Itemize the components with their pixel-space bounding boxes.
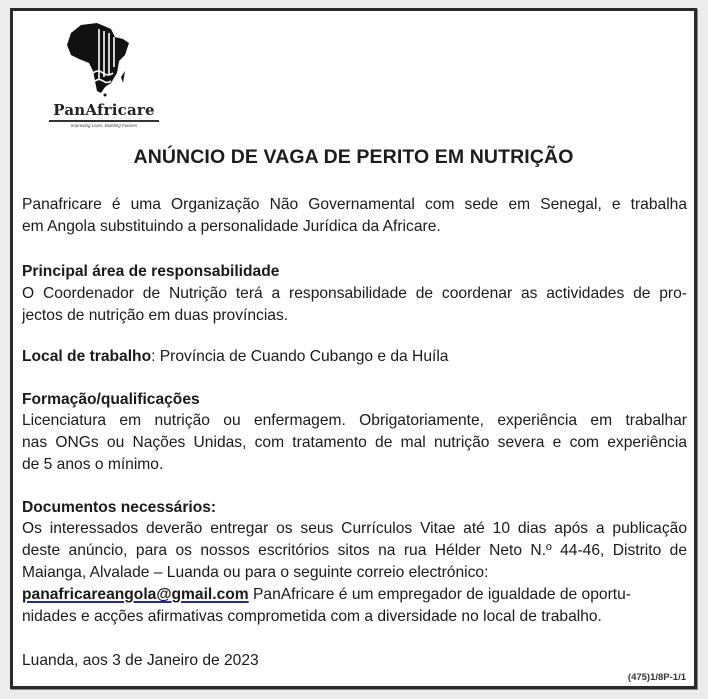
logo-name: PanAfricare xyxy=(49,101,159,122)
documents-text: PanAfricare é um empregador de igualdade de oportu- xyxy=(248,586,631,603)
qualifications-line: Licenciatura em nutrição ou enfermagem. Obrigatoriamente, experiência em trabalhar xyxy=(22,412,687,429)
intro-line: Panafricare é uma Organização Não Governamental com sede em Senegal, e trabalha xyxy=(22,196,687,213)
workplace-label: Local de trabalho xyxy=(22,348,152,365)
responsibility-line: jectos de nutrição em duas províncias. xyxy=(22,307,289,324)
documents-line: Maianga, Alvalade – Luanda ou para o seguinte correio electrónico: xyxy=(22,564,489,581)
signoff-date: Luanda, aos 3 de Janeiro de 2023 xyxy=(22,652,259,669)
section-heading-responsibility: Principal área de responsabilidade xyxy=(22,263,280,280)
documents-line: deste anúncio, para os nossos escritórios sitos na rua Hélder Neto N.º 44-46, Distrito de xyxy=(22,542,687,559)
email-link[interactable]: panafricareangola@gmail.com xyxy=(22,586,249,603)
africa-map-icon xyxy=(59,21,149,101)
workplace-value: : Província de Cuando Cubango e da Huíla xyxy=(151,348,449,365)
documents-line: Os interessados deverão entregar os seus Currículos Vitae até 10 dias após a publicação xyxy=(22,520,687,537)
workplace-line xyxy=(22,347,687,367)
reference-code: (475)1/8P-1/1 xyxy=(627,672,686,683)
panafricare-logo xyxy=(49,21,179,131)
intro-line: em Angola substituindo a personalidade Jurídica da Africare. xyxy=(22,218,441,235)
logo-tagline: Improving Lives, Building Futures xyxy=(70,123,138,128)
job-advertisement xyxy=(10,8,697,689)
qualifications-line: nas ONGs ou Nações Unidas, com tratamento de mal nutrição severa e com experiência xyxy=(22,434,687,451)
documents-line: nidades e acções afirmativas comprometida com a diversidade no local de trabalho. xyxy=(22,608,602,625)
qualifications-line: de 5 anos o mínimo. xyxy=(22,456,164,473)
page-title: ANÚNCIO DE VAGA DE PERITO EM NUTRIÇÃO xyxy=(133,146,574,168)
section-heading-qualifications: Formação/qualificações xyxy=(22,391,200,408)
responsibility-line: O Coordenador de Nutrição terá a responsabilidade de coordenar as actividades de pro- xyxy=(22,285,687,302)
section-heading-documents: Documentos necessários: xyxy=(22,499,217,516)
documents-email-line xyxy=(22,585,687,605)
